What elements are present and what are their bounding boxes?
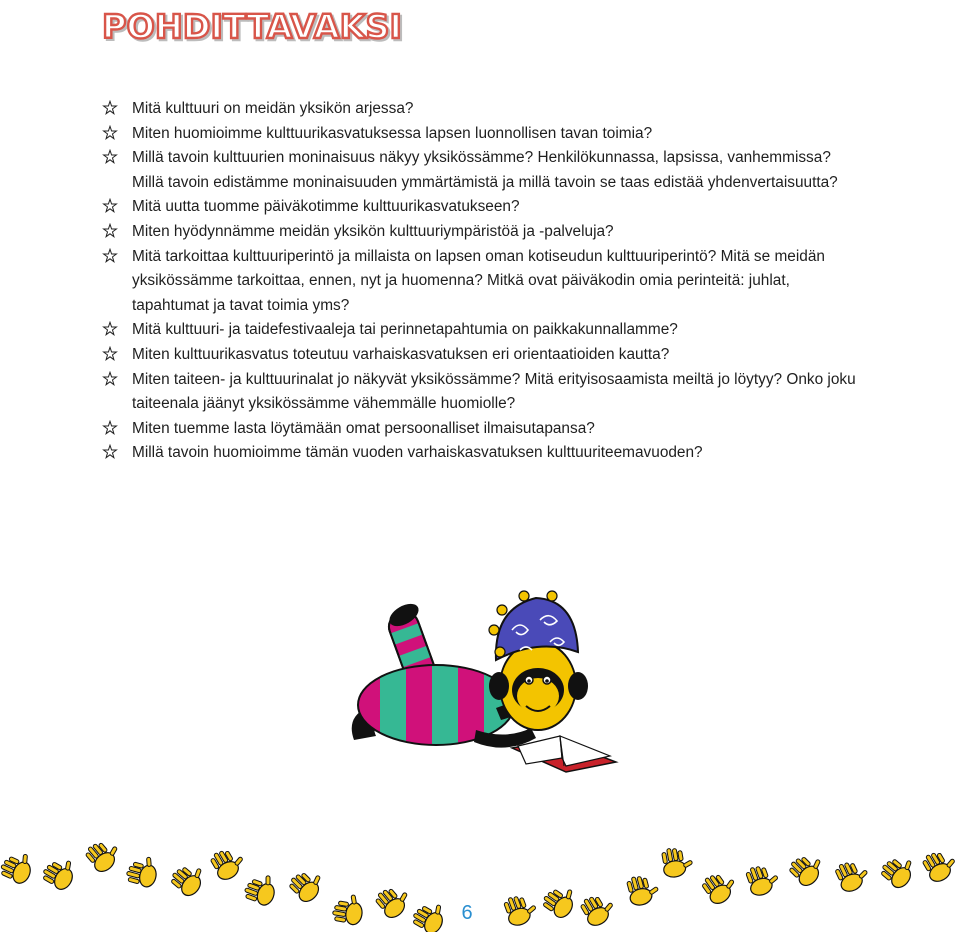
question-text: Miten hyödynnämme meidän yksikön kulttuuriympäristöä ja -palveluja? <box>132 222 614 240</box>
question-list <box>102 97 862 466</box>
question-text: Mitä kulttuuri on meidän yksikön arjessa? <box>132 100 414 117</box>
list-item <box>102 220 862 245</box>
question-text: Miten tuemme lasta löytämään omat persoonalliset ilmaisutapansa? <box>132 419 595 437</box>
star-outline-icon <box>102 321 118 337</box>
list-item <box>102 368 862 417</box>
star-outline-icon <box>102 444 118 460</box>
title-lettering <box>96 2 416 48</box>
star-outline-icon <box>102 100 118 116</box>
reading-monkey-illustration <box>326 590 626 790</box>
question-text: Miten kulttuurikasvatus toteutuu varhaiskasvatuksen eri orientaatioiden kautta? <box>132 345 670 363</box>
list-item <box>102 318 862 343</box>
star-outline-icon <box>102 223 118 239</box>
list-item <box>102 146 862 195</box>
list-item <box>102 195 862 220</box>
star-outline-icon <box>102 371 118 387</box>
star-outline-icon <box>102 149 118 165</box>
question-text: Mitä tarkoittaa kulttuuriperintö ja millaista on lapsen oman kotiseudun kulttuuriperintö? Mitä se meidän yksikössämme tarkoittaa, ennen, nyt ja huomenna? Mitkä ovat päiväkodin omia perinteitä: juhlat, tapahtumat ja tavat toimia yms? <box>132 247 825 314</box>
page-title <box>96 2 416 48</box>
list-item <box>102 417 862 442</box>
question-text: Mitä kulttuuri- ja taidefestivaaleja tai perinnetapahtumia on paikkakunnallamme? <box>132 321 678 339</box>
question-text: Millä tavoin kulttuurien moninaisuus näkyy yksikössämme? Henkilökunnassa, lapsissa, vanhemmissa? Millä tavoin edistämme moninaisuuden ymmärtämistä ja millä tavoin se taas edistää yhdenvertaisuutta? <box>132 149 838 191</box>
question-text: Miten huomioimme kulttuurikasvatuksessa lapsen luonnollisen tavan toimia? <box>132 124 653 142</box>
list-item <box>102 343 862 368</box>
list-item <box>102 122 862 147</box>
list-item <box>102 97 862 122</box>
star-outline-icon <box>102 420 118 436</box>
list-item <box>102 245 862 319</box>
page-number: 6 <box>461 902 473 924</box>
star-outline-icon <box>102 125 118 141</box>
star-outline-icon <box>102 198 118 214</box>
title-text: POHDITTAVAKSI <box>102 7 402 46</box>
question-text: Miten taiteen- ja kulttuurinalat jo näkyvät yksikössämme? Mitä erityisosaamista meiltä jo löytyy? Onko joku taiteenala jäänyt yksikössämme vähemmälle huomiolle? <box>132 370 856 413</box>
star-outline-icon <box>102 248 118 264</box>
list-item <box>102 441 862 466</box>
question-text: Mitä uutta tuomme päiväkotimme kulttuurikasvatukseen? <box>132 198 520 216</box>
question-text: Millä tavoin huomioimme tämän vuoden varhaiskasvatuksen kulttuuriteemavuoden? <box>132 444 703 462</box>
star-outline-icon <box>102 346 118 362</box>
reading-monkey-icon <box>326 590 626 790</box>
